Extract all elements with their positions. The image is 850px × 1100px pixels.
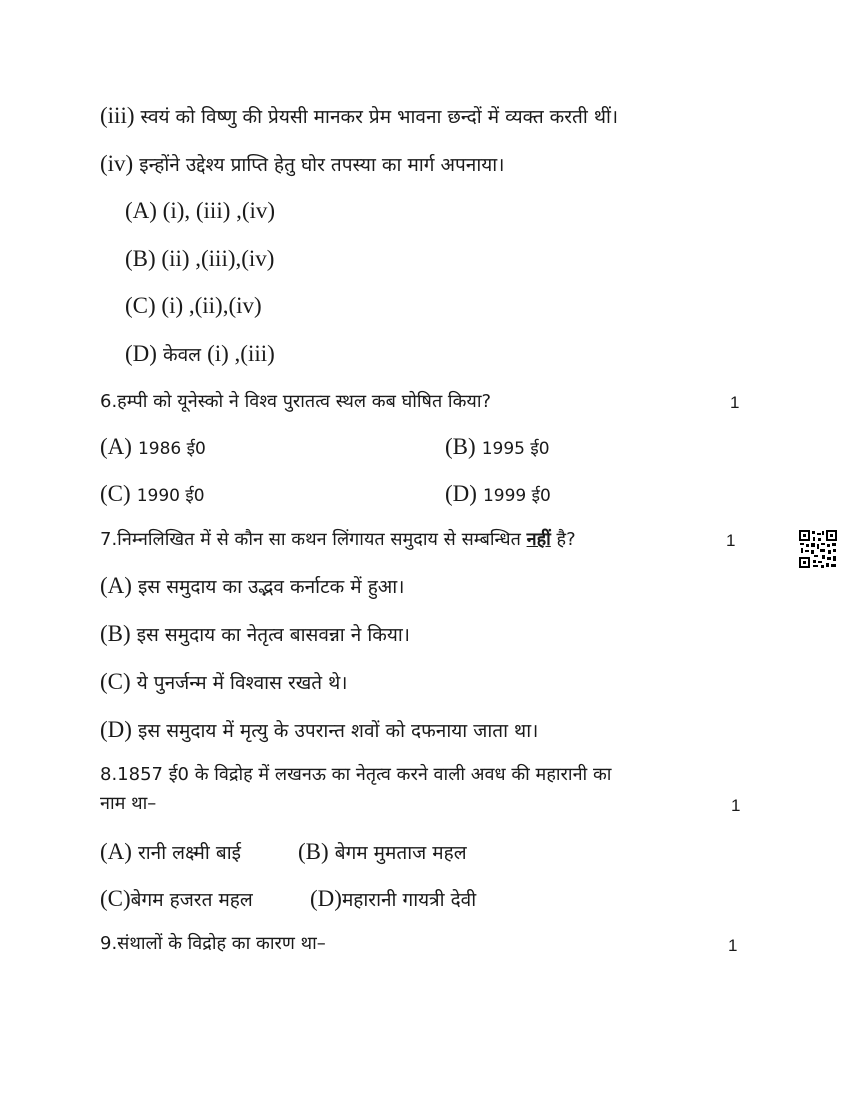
q6-option-b bbox=[445, 435, 550, 461]
q8-option-b bbox=[298, 840, 467, 865]
q7-option-a-text: इस समुदाय का उद्भव कर्नाटक में हुआ। bbox=[137, 576, 405, 598]
statement-iv bbox=[100, 152, 504, 177]
q6-option-c bbox=[100, 482, 205, 508]
q8-question-line2: नाम था– bbox=[100, 793, 157, 814]
q6-option-c-label: (C) bbox=[100, 481, 131, 506]
q8-option-c bbox=[100, 887, 253, 912]
statement-iii-text: स्वयं को विष्णु की प्रेयसी मानकर प्रेम भावना छन्दों में व्यक्त करती थीं। bbox=[140, 106, 619, 128]
q8-option-a bbox=[100, 840, 241, 865]
q7-question-emphasis: नहीं bbox=[526, 529, 551, 550]
q6-option-b-label: (B) bbox=[445, 434, 476, 459]
statement-iv-number: (iv) bbox=[100, 151, 134, 176]
q9-marks: 1 bbox=[728, 936, 738, 955]
q8-option-d-label: (D) bbox=[310, 886, 342, 911]
q6-option-b-text: 1995 ई0 bbox=[481, 439, 550, 459]
q5-option-a: (A) (i), (iii) ,(iv) bbox=[125, 198, 276, 223]
q7-option-c-text: ये पुनर्जन्म में विश्वास रखते थे। bbox=[136, 672, 348, 694]
q8-option-d-text: महारानी गायत्री देवी bbox=[341, 889, 477, 911]
q8-option-b-label: (B) bbox=[298, 839, 329, 864]
q7-option-d-text: इस समुदाय में मृत्यु के उपरान्त शवों को दफनाया जाता था। bbox=[137, 720, 539, 742]
q8-option-a-text: रानी लक्ष्मी बाई bbox=[137, 842, 241, 864]
q7-option-d-label: (D) bbox=[100, 717, 132, 742]
q5-option-d-hindi: केवल bbox=[162, 344, 202, 366]
q9-question: 9.संथालों के विद्रोह का कारण था– bbox=[100, 933, 326, 954]
q8-option-d bbox=[310, 887, 476, 912]
q8-marks: 1 bbox=[731, 796, 741, 815]
q7-question-before: 7.निम्नलिखित में से कौन सा कथन लिंगायत समुदाय से सम्बन्धित bbox=[100, 529, 521, 550]
q6-option-d bbox=[445, 482, 551, 508]
q5-option-b: (B) (ii) ,(iii),(iv) bbox=[125, 246, 275, 271]
q6-option-c-text: 1990 ई0 bbox=[136, 486, 205, 506]
q8-question-line1: 8.1857 ई0 के विद्रोह में लखनऊ का नेतृत्व करने वाली अवध की महारानी का bbox=[100, 764, 612, 785]
statement-iii bbox=[100, 104, 618, 129]
q7-option-c-label: (C) bbox=[100, 669, 131, 694]
q7-question-after: है? bbox=[556, 529, 576, 550]
q7-option-b-label: (B) bbox=[100, 621, 131, 646]
q5-option-d bbox=[125, 342, 275, 367]
q8-option-b-text: बेगम मुमताज महल bbox=[334, 842, 467, 864]
q5-option-d-rest: (i) ,(iii) bbox=[207, 341, 275, 366]
q6-option-d-label: (D) bbox=[445, 481, 477, 506]
q7-option-a-label: (A) bbox=[100, 573, 132, 598]
statement-iii-number: (iii) bbox=[100, 103, 135, 128]
q6-option-d-text: 1999 ई0 bbox=[482, 486, 551, 506]
q8-option-a-label: (A) bbox=[100, 839, 132, 864]
q8-option-c-text: बेगम हजरत महल bbox=[130, 889, 253, 911]
q7-option-b-text: इस समुदाय का नेतृत्व बासवन्ना ने किया। bbox=[136, 624, 410, 646]
q5-option-d-label: (D) bbox=[125, 341, 157, 366]
q7-question bbox=[100, 528, 576, 552]
q7-option-c bbox=[100, 670, 348, 695]
q8-option-c-label: (C) bbox=[100, 886, 131, 911]
statement-iv-text: इन्होंने उद्देश्य प्राप्ति हेतु घोर तपस्या का मार्ग अपनाया। bbox=[139, 154, 505, 176]
q7-option-a bbox=[100, 574, 404, 599]
qr-code-icon bbox=[798, 529, 838, 569]
q6-question: 6.हम्पी को यूनेस्को ने विश्व पुरातत्व स्थल कब घोषित किया? bbox=[100, 391, 492, 412]
q6-option-a bbox=[100, 435, 206, 461]
q6-marks: 1 bbox=[730, 393, 740, 412]
q5-option-c: (C) (i) ,(ii),(iv) bbox=[125, 293, 262, 318]
q6-option-a-label: (A) bbox=[100, 434, 132, 459]
q7-option-b bbox=[100, 622, 410, 647]
q7-marks: 1 bbox=[726, 531, 736, 550]
q7-option-d bbox=[100, 718, 538, 743]
q6-option-a-text: 1986 ई0 bbox=[137, 439, 206, 459]
